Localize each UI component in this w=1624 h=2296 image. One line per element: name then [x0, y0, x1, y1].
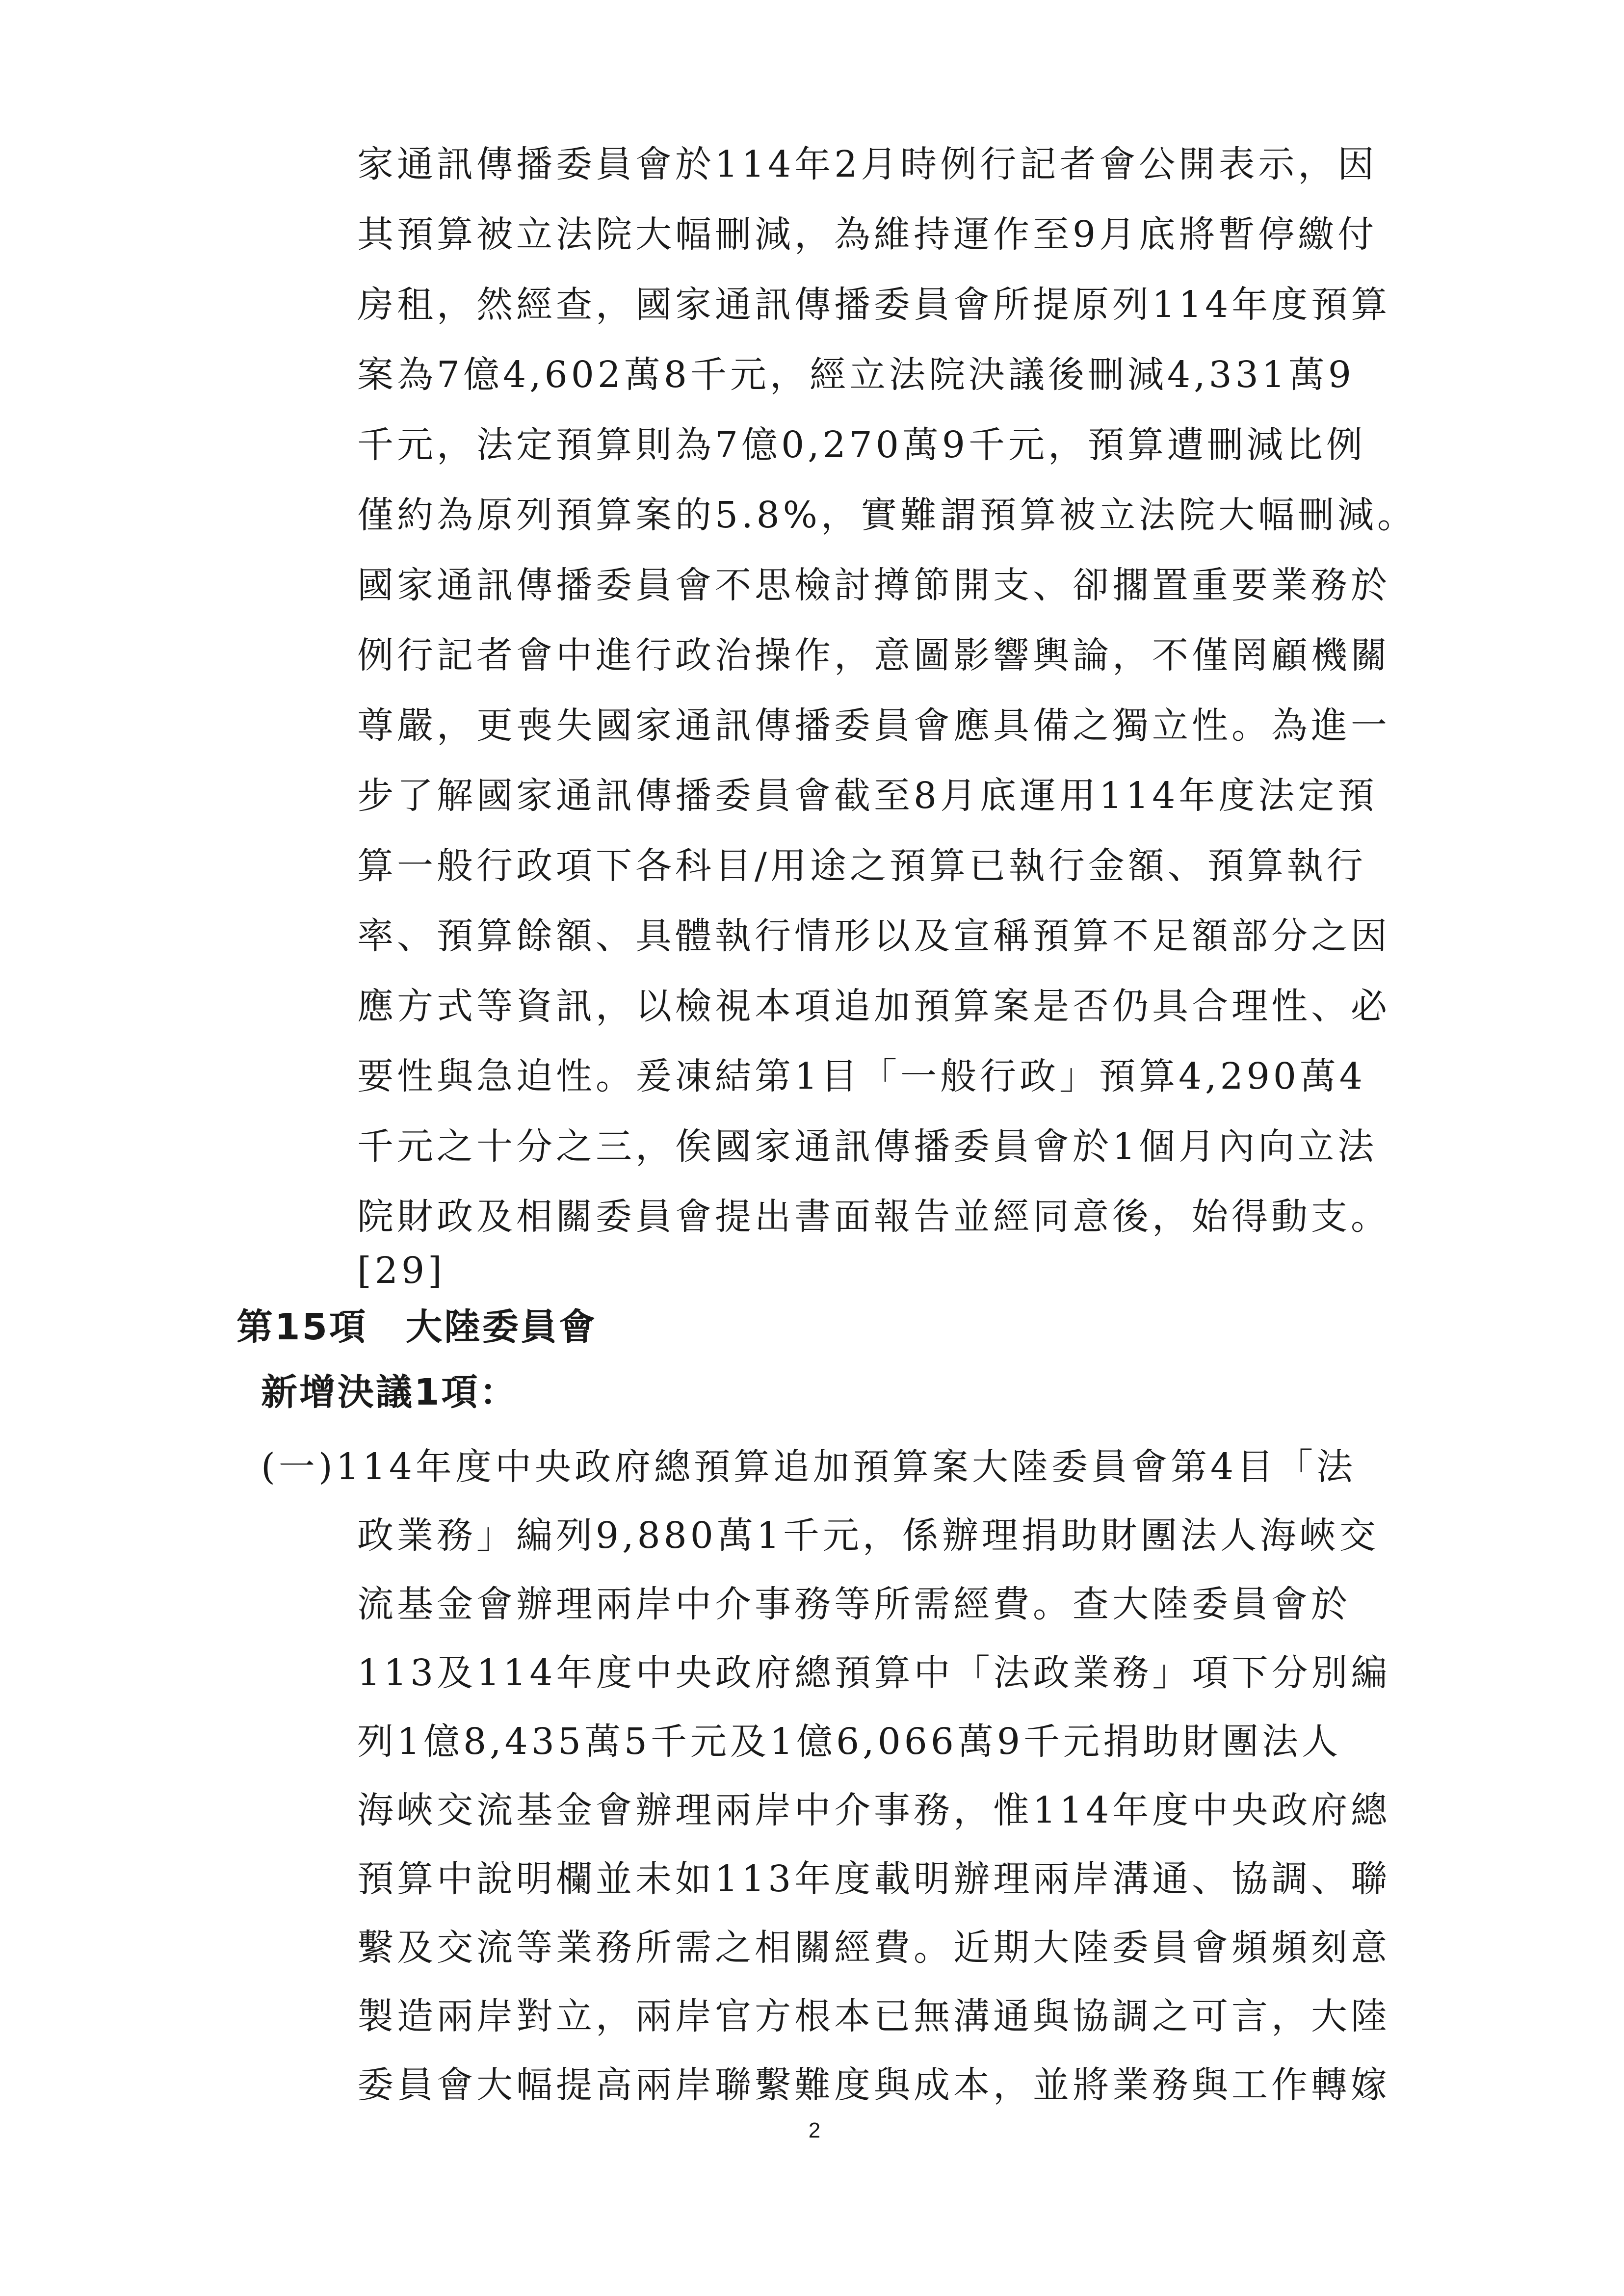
- sub-heading: 新增決議1項：: [261, 1371, 518, 1413]
- paragraph-line: 算一般行政項下各科目/用途之預算已執行金額、預算執行: [357, 845, 1366, 887]
- paragraph-line: 率、預算餘額、具體執行情形以及宣稱預算不足額部分之因: [357, 915, 1390, 957]
- list-item-line: 流基金會辦理兩岸中介事務等所需經費。查大陸委員會於: [357, 1583, 1351, 1625]
- paragraph-line: 要性與急迫性。爰凍結第1目「一般行政」預算4,290萬4: [357, 1055, 1366, 1097]
- paragraph-line: 其預算被立法院大幅刪減，為維持運作至9月底將暫停繳付: [357, 213, 1378, 256]
- paragraph-line: 房租，然經查，國家通訊傳播委員會所提原列114年度預算: [357, 284, 1391, 326]
- list-item-line: 製造兩岸對立，兩岸官方根本已無溝通與協調之可言，大陸: [357, 1995, 1390, 2037]
- paragraph-line: 國家通訊傳播委員會不思檢討撙節開支、卻擱置重要業務於: [357, 564, 1390, 606]
- paragraph-line: 案為7億4,602萬8千元，經立法院決議後刪減4,331萬9: [357, 354, 1355, 396]
- paragraph-line: 家通訊傳播委員會於114年2月時例行記者會公開表示，因: [357, 143, 1378, 185]
- paragraph-line: 千元，法定預算則為7億0,270萬9千元，預算遭刪減比例: [357, 424, 1366, 466]
- paragraph-line: 院財政及相關委員會提出書面報告並經同意後，始得動支。: [357, 1196, 1390, 1238]
- list-item-line: 海峽交流基金會辦理兩岸中介事務，惟114年度中央政府總: [357, 1789, 1391, 1831]
- list-item-line: 委員會大幅提高兩岸聯繫難度與成本，並將業務與工作轉嫁: [357, 2064, 1390, 2106]
- list-item-line: 繫及交流等業務所需之相關經費。近期大陸委員會頻頻刻意: [357, 1927, 1390, 1969]
- paragraph-line: 僅約為原列預算案的5.8%，實難謂預算被立法院大幅刪減。: [357, 494, 1417, 536]
- reference-number: [29]: [357, 1250, 445, 1292]
- paragraph-line: 步了解國家通訊傳播委員會截至8月底運用114年度法定預: [357, 775, 1378, 817]
- page-number: 2: [808, 2118, 821, 2142]
- list-item-line: 預算中說明欄並未如113年度載明辦理兩岸溝通、協調、聯: [357, 1858, 1391, 1900]
- paragraph-line: 千元之十分之三，俟國家通訊傳播委員會於1個月內向立法: [357, 1125, 1378, 1168]
- list-item-line: 政業務」編列9,880萬1千元，係辦理捐助財團法人海峽交: [357, 1514, 1379, 1557]
- section-heading: 第15項 大陸委員會: [236, 1306, 597, 1348]
- list-item-line: 列1億8,435萬5千元及1億6,066萬9千元捐助財團法人: [357, 1721, 1342, 1763]
- paragraph-line: 例行記者會中進行政治操作，意圖影響輿論，不僅罔顧機關: [357, 634, 1390, 677]
- paragraph-line: 應方式等資訊，以檢視本項追加預算案是否仍具合理性、必: [357, 985, 1390, 1027]
- paragraph-line: 尊嚴，更喪失國家通訊傳播委員會應具備之獨立性。為進一: [357, 704, 1390, 747]
- list-item-line: 113及114年度中央政府總預算中「法政業務」項下分別編: [357, 1652, 1391, 1694]
- list-item-first-line: (一)114年度中央政府總預算追加預算案大陸委員會第4目「法: [261, 1446, 1357, 1488]
